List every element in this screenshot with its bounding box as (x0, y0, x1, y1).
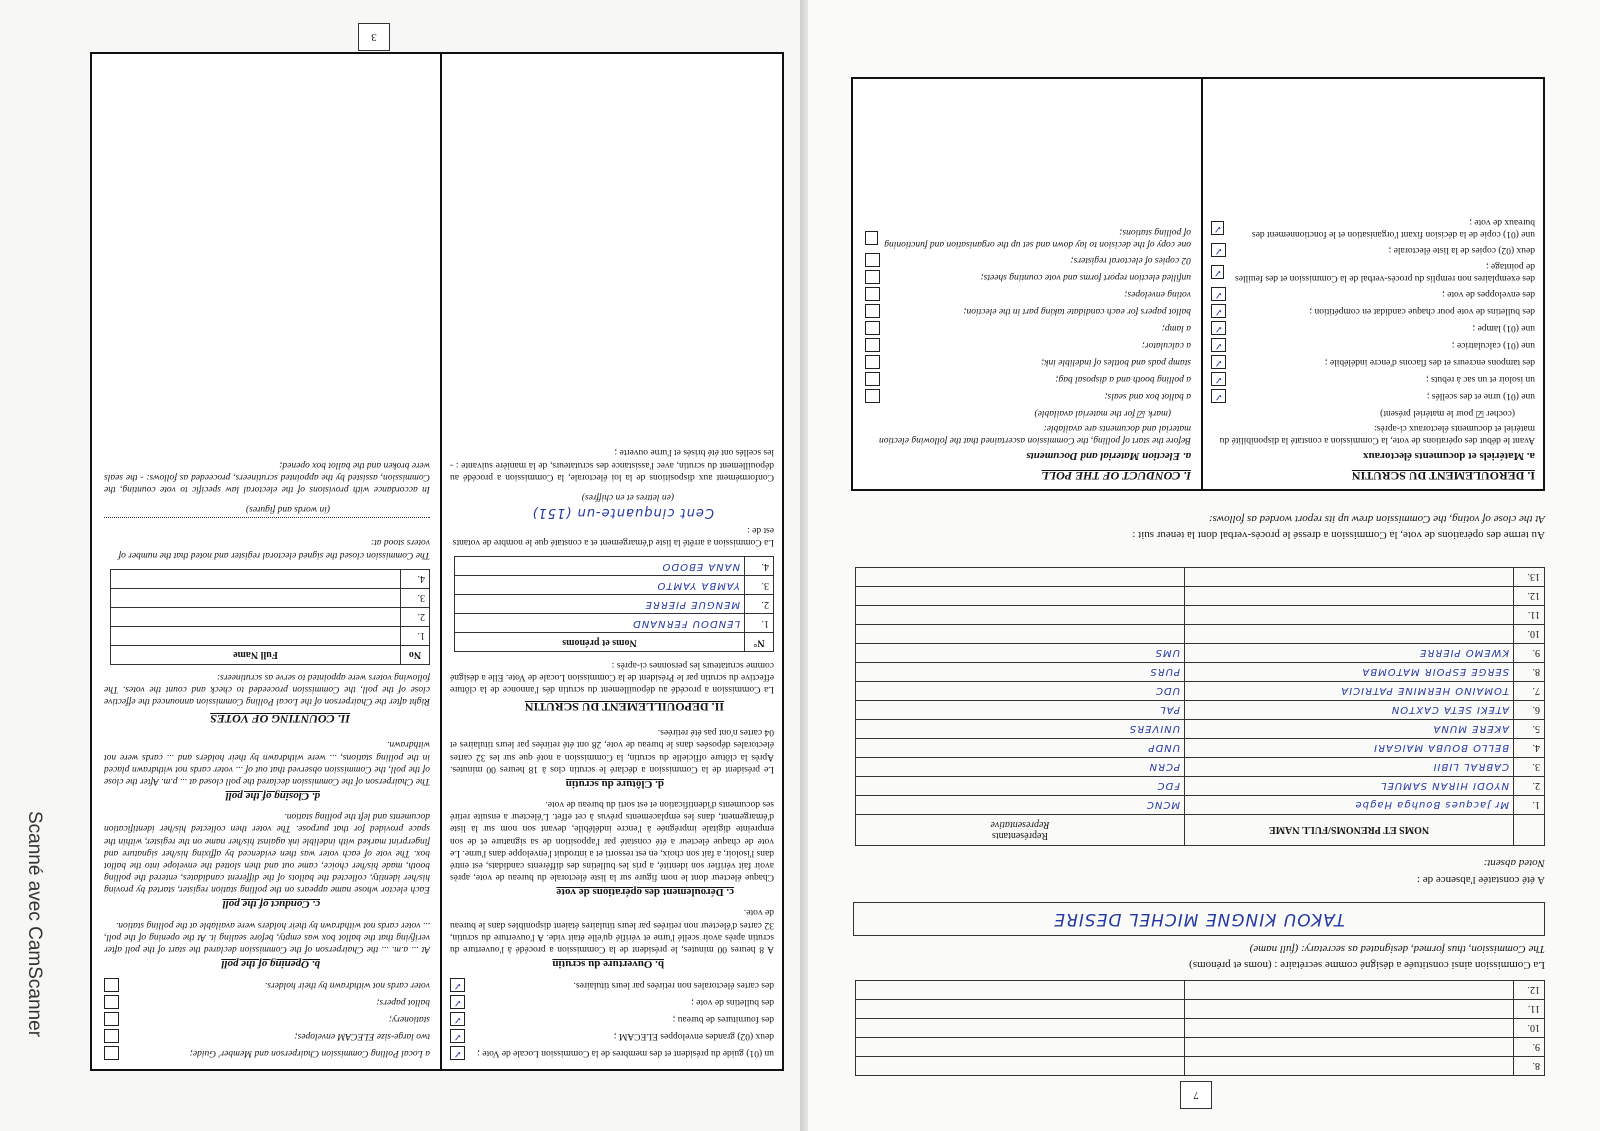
checklist-item: a ballot box and seals; (865, 389, 1191, 403)
checklist-item: des cartes électorales non retirées par leurs titulaires. ✓ (450, 978, 774, 992)
section-i-en-title: I. CONDUCT OF THE POLL (1041, 469, 1191, 483)
section-i-panel (851, 77, 1545, 491)
checkbox[interactable]: ✓ (1211, 372, 1226, 386)
checkbox[interactable] (104, 1046, 119, 1060)
checklist-item: a calculator; (865, 338, 1191, 352)
checklist-item: unfilled election report forms and vote counting sheets; (865, 270, 1191, 284)
subsection-d-en: d. Closing of the poll (225, 789, 320, 802)
english-column: a Local Polling Commission Chairperson and Member' Guide; two large-size ELECAM envelopes; stationery; ballot papers; voter cards not withdrawn by their holders. b. Opening of the poll At ... a.m. ... the Chairperson of the Commission declared the start of the poll after verifying that the ballot box was empty, before sealing it. At the opening of the poll, ... voter cards not withdrawn by their holders were available at the polling station. c. Conduct of the poll Each elector whose name appears on the polling station register, started by proving his/her identity, collected the ballots of the different candidates, entered the polling booth, made his/her choice, came out and then slotted the envelope into the ballot box. The vote of each voter was then evidenced by affixing his/her signature and fingerprint marked with indelible ink against his/her name on the register, within the space provided for that purpose. The voter then collected his/her identification documents and left the polling station. d. Closing of the poll The Chairperson of the Commission declared the poll closed at ... p.m. After the close of the poll, the Commission observed that out of ... voter cards not withdrawn placed in the polling stations, ... were withdrawn by their holders and ... cards were not withdrawn. II. COUNTING OF VOTES Right after the Chairperson of the Local Polling Commission announced the effective close of the poll, the Commission proceeded to check and count the votes. The following voters were appointed to serve as scrutineers: No Full Name 1. 2. 3. 4. The Commission closed the signed electoral register and noted that the number of voters stood at: (in words and figures) In accordance with provisions of the electoral law specific to vote counting, the Commission, assisted by the appointed scrutineers, proceeded as follows: - the seals were broken and the ballot box opened; (104, 459, 430, 1059)
checklist-item: deux (02) copies de la liste électorale ; ✓ (1211, 243, 1535, 257)
checkbox[interactable]: ✓ (450, 1029, 465, 1043)
checkbox[interactable] (104, 978, 119, 992)
table-row: 1. (111, 626, 430, 645)
section-i-fr-title: I. DEROULEMENT DU SCRUTIN (1351, 469, 1535, 483)
table-row: 4. BELLO BOUBA MAIGARI UNDP (856, 739, 1545, 758)
absence-en: Noted absent: (1483, 857, 1545, 869)
checkbox[interactable] (865, 231, 878, 245)
absent-table (855, 567, 1545, 846)
checklist-item: stamp pads and bottles of indelible ink; (865, 355, 1191, 369)
checklist-item: un isoloir et un sac à rebuts ; ✓ (1211, 372, 1535, 386)
french-column: un (01) guide du président et des membres de la Commission Locale de Vote ; ✓ deux (02) grandes enveloppes ELECAM ; ✓ des fournitures de bureau ; ✓ des bulletins de vote ; ✓ des cartes électorales non retirées par leurs titulaires. ✓ b. Ouverture du scrutin A 8 heures 00 minutes, le président de la Commission a procédé à l'ouverture du scrutin après avoir scellé l'urne et vérifié qu'elle était vide. A l'ouverture du scrutin, 32 cartes d'électeur non retirées par leurs titulaires étaient disponibles dans le bureau de vote. c. Déroulement des opérations de vote Chaque électeur dont le nom figure sur la liste électorale du bureau de vote, après avoir fait vérifier son identité, a pris les bulletins des différents candidats, est entré dans l'isoloir, a fait son choix, en est ressorti et a introduit l'enveloppe dans l'urne. Le vote de chaque électeur a été constaté par l'apposition de sa signature et de son empreinte digitale imprégnée à l'encre indélébile, devant son nom sur la liste d'émargement, dans les emplacements prévus à cet effet. L'électeur a ensuite retiré ses documents d'identification et est sorti du bureau de vote. d. Clôture du scrutin Le président de la Commission a déclaré le scrutin clos à 18 heures 00 minutes. Après la clôture officielle du scrutin, la Commission a noté que sur les 32 cartes électorales déposées dans le bureau de vote, 28 ont été retirées par leurs titulaires et 04 cartes n'ont pas été retirées. II. DEPOUILLEMENT DU SCRUTIN La Commission a procédé au dépouillement du scrutin dès l'annonce de la clôture effective du scrutin par le Président de la Commission Locale de Vote. Elle a désigné comme scrutateurs les personnes ci-après : N° Noms et prénoms 1. LENDOU FERNAND 2. MENGUE PIERRE 3. YAMBA YAMTO 4. NANA EBODO La Commission a arrêté la liste d'émargement et a constaté que le nombre de votants est de : Cent cinquante-un (151) (en lettres et en chiffres) Conformément aux dispositions de la loi électorale, la Commission a procédé au dépouillement du scrutin, avec l'assistance des scrutateurs, de la manière suivante : - les scellés ont été brisés et l'urne ouverte ; (440, 54, 782, 1069)
checklist-item: des tampons encreurs et des flacons d'encre indélébile ; ✓ (1211, 355, 1535, 369)
checkbox[interactable]: ✓ (1211, 265, 1224, 279)
subsection-a-en: a. Election Material and Documents (1026, 450, 1191, 462)
checklist-item: voting envelopes; (865, 287, 1191, 301)
table-row: 3. YAMBA YAMTO (455, 576, 774, 595)
checklist-item: une (01) urne et des scellés ; ✓ (1211, 389, 1535, 403)
table-row: 4. (111, 569, 430, 588)
secretary-name: TAKOU KINGNE MICHEL DESIRE (1053, 909, 1345, 929)
checklist-item: une (01) copie de la décision fixant l'organisation et le fonctionnement des bureaux de vote ; ✓ (1211, 216, 1535, 240)
checkbox[interactable]: ✓ (1211, 243, 1226, 257)
table-row: 13. (856, 568, 1545, 587)
checklist-item: ballot papers for each candidate taking part in the election; (865, 304, 1191, 318)
absence-fr: A été constatée l'absence de : (1416, 874, 1545, 886)
table-row: 9. (856, 1038, 1545, 1057)
checkbox[interactable] (104, 1012, 119, 1026)
secretary-fr: La Commission ainsi constituée a désigné comme secrétaire : (noms et prénoms) (1189, 959, 1545, 971)
checkbox[interactable]: ✓ (1211, 389, 1226, 403)
section-ii-fr-title: II. DEPOUILLEMENT DU SCRUTIN (524, 699, 724, 714)
table-row: 5. AKERE MUNA UNIVERS (856, 720, 1545, 739)
table-row: 1. Mr Jacques Bouhga Hagbe MCNC (856, 796, 1545, 815)
table-row: 2. NYODI HIRAN SAMUEL FDC (856, 777, 1545, 796)
header-names: NOMS ET PRENOMS/FULL NAME (1185, 815, 1514, 846)
secretary-en: The Commission, thus formed, designated as secretary: (full name) (1249, 943, 1545, 955)
checkbox[interactable] (865, 287, 880, 301)
table-row: 10. (856, 1019, 1545, 1038)
checklist-item: ballot papers; (104, 995, 430, 1009)
checkbox[interactable]: ✓ (450, 1012, 465, 1026)
checkbox[interactable]: ✓ (1211, 287, 1226, 301)
table-row: 3. (111, 588, 430, 607)
checklist-item: une (01) lampe ; ✓ (1211, 321, 1535, 335)
checkbox[interactable] (104, 995, 119, 1009)
checkbox[interactable] (865, 304, 880, 318)
camscanner-watermark: Scanné avec CamScanner (24, 811, 45, 1038)
subsection-b-fr: b. Ouverture du scrutin (552, 958, 664, 970)
table-row: 8. (856, 1057, 1545, 1076)
checkbox[interactable] (865, 372, 880, 386)
table-row: 12. (856, 587, 1545, 606)
section-ii-en-title: II. COUNTING OF VOTES (210, 712, 350, 727)
scrutateurs-table: N° Noms et prénoms 1. LENDOU FERNAND 2. MENGUE PIERRE 3. YAMBA YAMTO 4. NANA EBODO (454, 556, 774, 652)
checklist-item: des bulletins de vote pour chaque candidat en compétition ; ✓ (1211, 304, 1535, 318)
checkbox[interactable]: ✓ (450, 978, 465, 992)
checkbox[interactable] (865, 270, 880, 284)
page-number: 7 (1180, 1081, 1212, 1109)
checklist-item: a Local Polling Commission Chairperson and Member' Guide; (104, 1046, 430, 1060)
votants-value: Cent cinquante-un (151) (531, 504, 714, 520)
checkbox[interactable]: ✓ (1211, 304, 1226, 318)
checkbox[interactable] (865, 338, 880, 352)
checklist-item: des bulletins de vote ; ✓ (450, 995, 774, 1009)
checklist-item: des enveloppes de vote ; ✓ (1211, 287, 1535, 301)
checkbox[interactable]: ✓ (1211, 338, 1226, 352)
checklist-item: des exemplaires non remplis du procès-verbal de la Commission et des feuilles de pointage ; ✓ (1211, 260, 1535, 284)
checkbox[interactable]: ✓ (1211, 321, 1226, 335)
checkbox[interactable]: ✓ (450, 995, 465, 1009)
table-row: 4. NANA EBODO (455, 557, 774, 576)
checklist-item: one copy of the decision to lay down and set up the organisation and functioning of polling stations; (865, 226, 1191, 250)
table-row: 6. ATEKI SETA CAXTON PAL (856, 701, 1545, 720)
checklist-item: stationery; (104, 1012, 430, 1026)
checkbox[interactable]: ✓ (1211, 221, 1224, 235)
table-row: 2. MENGUE PIERRE (455, 595, 774, 614)
section-i-en: I. CONDUCT OF THE POLL a. Election Material and Documents Before the start of polling, the Commission ascertained that the following election material and documents are available: (mark ☑ for the material available) a ballot box and seals; a polling booth and a disposal bag; stamp pads and bottles of indelible ink; a calculator; a lamp; ballot papers for each candidate taking part in the election; voting envelopes; unfilled election report forms and vote counting sheets; 02 copies of electoral registers; one copy of the decision to lay down and set up the organisation and functioning of polling stations; (857, 79, 1199, 489)
checklist-item: a lamp; (865, 321, 1191, 335)
subsection-c-fr: c. Déroulement des opérations de vote (556, 886, 734, 899)
subsection-b-en: b. Opening of the poll (221, 958, 320, 970)
secretary-box (853, 902, 1545, 936)
checklist-item: une (01) calculatrice ; ✓ (1211, 338, 1535, 352)
scrutineers-table: No Full Name 1. 2. 3. 4. (110, 569, 430, 665)
subsection-a-fr: a. Matériels et documents électoraux (1363, 450, 1535, 462)
section-ii-panel (90, 52, 784, 1071)
checkbox[interactable] (865, 389, 880, 403)
top-rows-table (855, 980, 1545, 1076)
close-fr: Au terme des opérations de vote, la Commission a dressé le procès-verbal dont la teneur suit : (1132, 529, 1545, 541)
subsection-d-fr: d. Clôture du scrutin (565, 777, 664, 790)
checklist-item: voter cards not withdrawn by their holders. (104, 978, 430, 992)
checkbox[interactable] (865, 321, 880, 335)
checklist-item: deux (02) grandes enveloppes ELECAM ; ✓ (450, 1029, 774, 1043)
close-en: At the close of voting, the Commission drew up its report worded as follows: (1208, 513, 1545, 525)
checklist-item: two large-size ELECAM envelopes; (104, 1029, 430, 1043)
table-row: 1. LENDOU FERNAND (455, 614, 774, 633)
header-rep: Représentants Representative (856, 815, 1185, 846)
table-row: 11. (856, 1000, 1545, 1019)
table-row: 8. SERGE ESPOIR MATOMBA PURS (856, 663, 1545, 682)
checklist-item: des fournitures de bureau ; ✓ (450, 1012, 774, 1026)
section-i-fr: I. DEROULEMENT DU SCRUTIN a. Matériels et documents électoraux Avant le début des opérations de vote, la Commission a constaté la disponibilité du matériel et documents électoraux ci-après: (cocher ☑ pour le matériel présent) une (01) urne et des scellés ; ✓ un isoloir et un sac à rebuts ; ✓ des tampons encreurs et des flacons d'encre indélébile ; ✓ une (01) calculatrice ; ✓ une (01) lampe ; ✓ des bulletins de vote pour chaque candidat en compétition ; ✓ des enveloppes de vote ; ✓ des exemplaires non remplis du procès-verbal de la Commission et des feuilles de pointage ; ✓ deux (02) copies de la liste électorale ; ✓ une (01) copie de la décision fixant l'organisation et le fonctionnement des bureaux de vote ; ✓ (1201, 79, 1543, 489)
checklist-item: un (01) guide du président et des membres de la Commission Locale de Vote ; ✓ (450, 1046, 774, 1060)
page-number: 3 (358, 23, 390, 51)
checkbox[interactable] (104, 1029, 119, 1043)
checklist-item: a polling booth and a disposal bag; (865, 372, 1191, 386)
left-sheet (800, 0, 1600, 1131)
subsection-c-en: c. Conduct of the poll (222, 898, 320, 911)
table-row: 2. (111, 607, 430, 626)
table-row: 12. (856, 981, 1545, 1000)
checkbox[interactable] (865, 355, 880, 369)
checkbox[interactable]: ✓ (450, 1046, 465, 1060)
checklist-item: 02 copies of electoral registers; (865, 253, 1191, 267)
table-row: 9. KWEMO PIERRE UMS (856, 644, 1545, 663)
table-row: 11. (856, 606, 1545, 625)
table-row: 3. CABRAL LIBII PCRN (856, 758, 1545, 777)
table-row: 7. TOMAINO HERMINE PATRICIA UDC (856, 682, 1545, 701)
table-row: 10. (856, 625, 1545, 644)
checkbox[interactable] (865, 253, 880, 267)
checkbox[interactable]: ✓ (1211, 355, 1226, 369)
